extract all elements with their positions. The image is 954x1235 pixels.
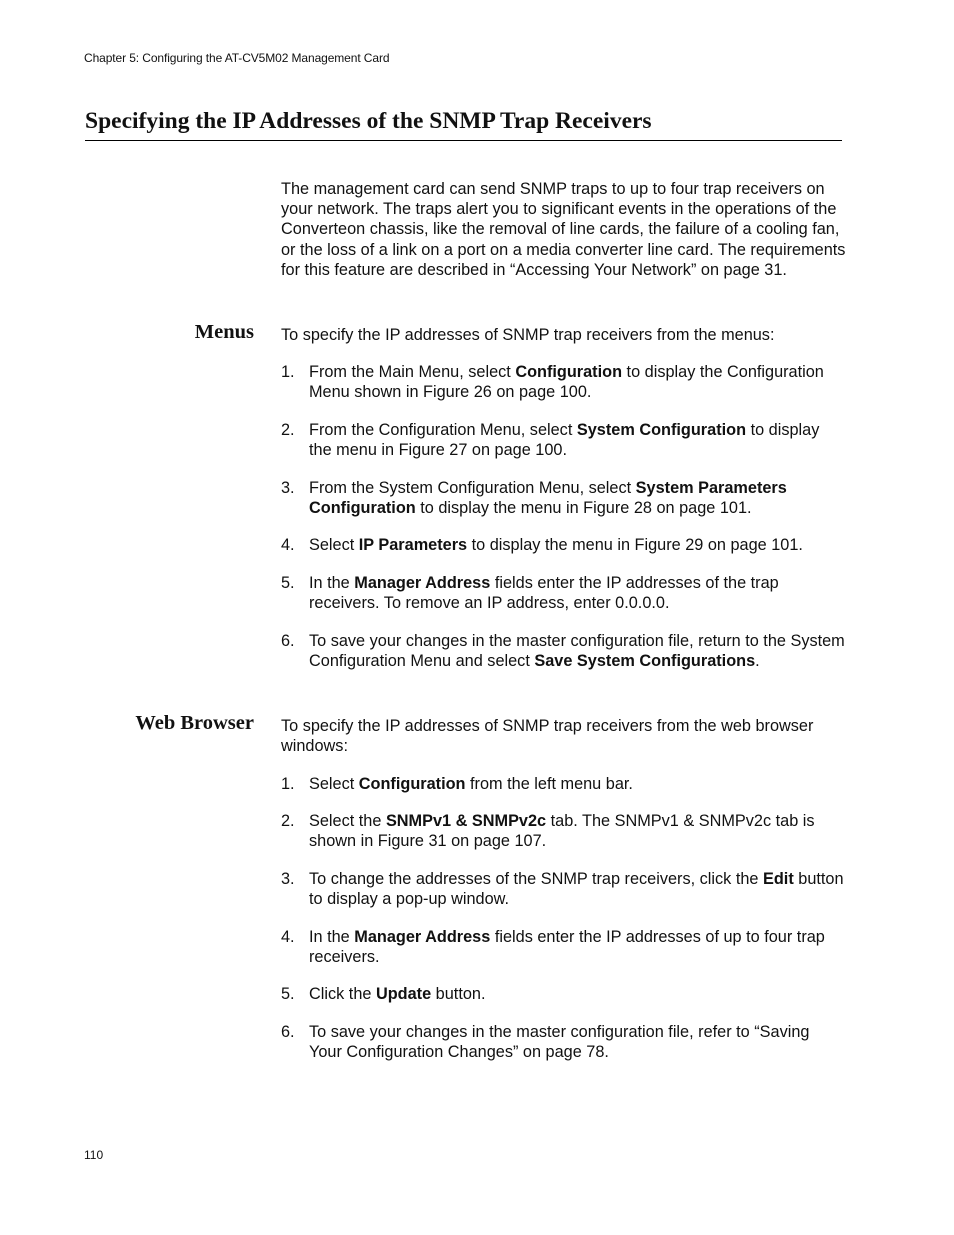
menus-heading: Menus bbox=[194, 321, 254, 343]
web-step-2: 2. Select the SNMPv1 & SNMPv2c tab. The SNMPv1 & SNMPv2c tab is shown in Figure 31 on page 107. bbox=[281, 812, 815, 851]
step-number: 6. bbox=[281, 632, 295, 650]
page-number: 110 bbox=[84, 1148, 104, 1162]
step-number: 1. bbox=[281, 363, 295, 381]
menus-step-5: 5. In the Manager Address fields enter the IP addresses of the trap receivers. To remove an IP address, enter 0.0.0.0. bbox=[281, 574, 779, 613]
menus-step-6: 6. To save your changes in the master configuration file, return to the System Configuration Menu and select Save System Configurations. bbox=[281, 632, 845, 671]
menus-step-2: 2. From the Configuration Menu, select System Configuration to display the menu in Figure 27 on page 100. bbox=[281, 421, 820, 460]
step-number: 2. bbox=[281, 421, 295, 439]
step-number: 4. bbox=[281, 928, 295, 946]
web-step-1: 1. Select Configuration from the left menu bar. bbox=[281, 775, 633, 793]
running-header: Chapter 5: Configuring the AT-CV5M02 Management Card bbox=[84, 51, 390, 65]
menus-lead: To specify the IP addresses of SNMP trap receivers from the menus: bbox=[281, 326, 775, 344]
step-number: 4. bbox=[281, 536, 295, 554]
step-number: 5. bbox=[281, 985, 295, 1003]
page-title: Specifying the IP Addresses of the SNMP Trap Receivers bbox=[85, 105, 842, 141]
menus-step-3: 3. From the System Configuration Menu, select System Parameters Configuration to display the menu in Figure 28 on page 101. bbox=[281, 479, 787, 518]
step-number: 5. bbox=[281, 574, 295, 592]
web-step-6: 6. To save your changes in the master configuration file, refer to “Saving Your Configuration Changes” on page 78. bbox=[281, 1023, 810, 1062]
web-step-3: 3. To change the addresses of the SNMP trap receivers, click the Edit button to display a pop-up window. bbox=[281, 870, 844, 909]
step-number: 3. bbox=[281, 870, 295, 888]
step-number: 1. bbox=[281, 775, 295, 793]
web-browser-heading: Web Browser bbox=[135, 712, 254, 734]
step-number: 3. bbox=[281, 479, 295, 497]
menus-step-1: 1. From the Main Menu, select Configuration to display the Configuration Menu shown in Figure 26 on page 100. bbox=[281, 363, 824, 402]
menus-step-4: 4. Select IP Parameters to display the menu in Figure 29 on page 101. bbox=[281, 536, 803, 554]
web-step-4: 4. In the Manager Address fields enter the IP addresses of up to four trap receivers. bbox=[281, 928, 825, 967]
web-browser-lead: To specify the IP addresses of SNMP trap receivers from the web browser windows: bbox=[281, 717, 814, 756]
step-number: 2. bbox=[281, 812, 295, 830]
step-number: 6. bbox=[281, 1023, 295, 1041]
intro-paragraph: The management card can send SNMP traps to up to four trap receivers on your network. The traps alert you to significant events in the operations of the Converteon chassis, like the removal of line cards, the failure of a cooling fan, or the loss of a link on a port on a media converter line card. The requirements for this feature are described in “Accessing Your Network” on page 31. bbox=[281, 180, 846, 279]
web-step-5: 5. Click the Update button. bbox=[281, 985, 486, 1003]
